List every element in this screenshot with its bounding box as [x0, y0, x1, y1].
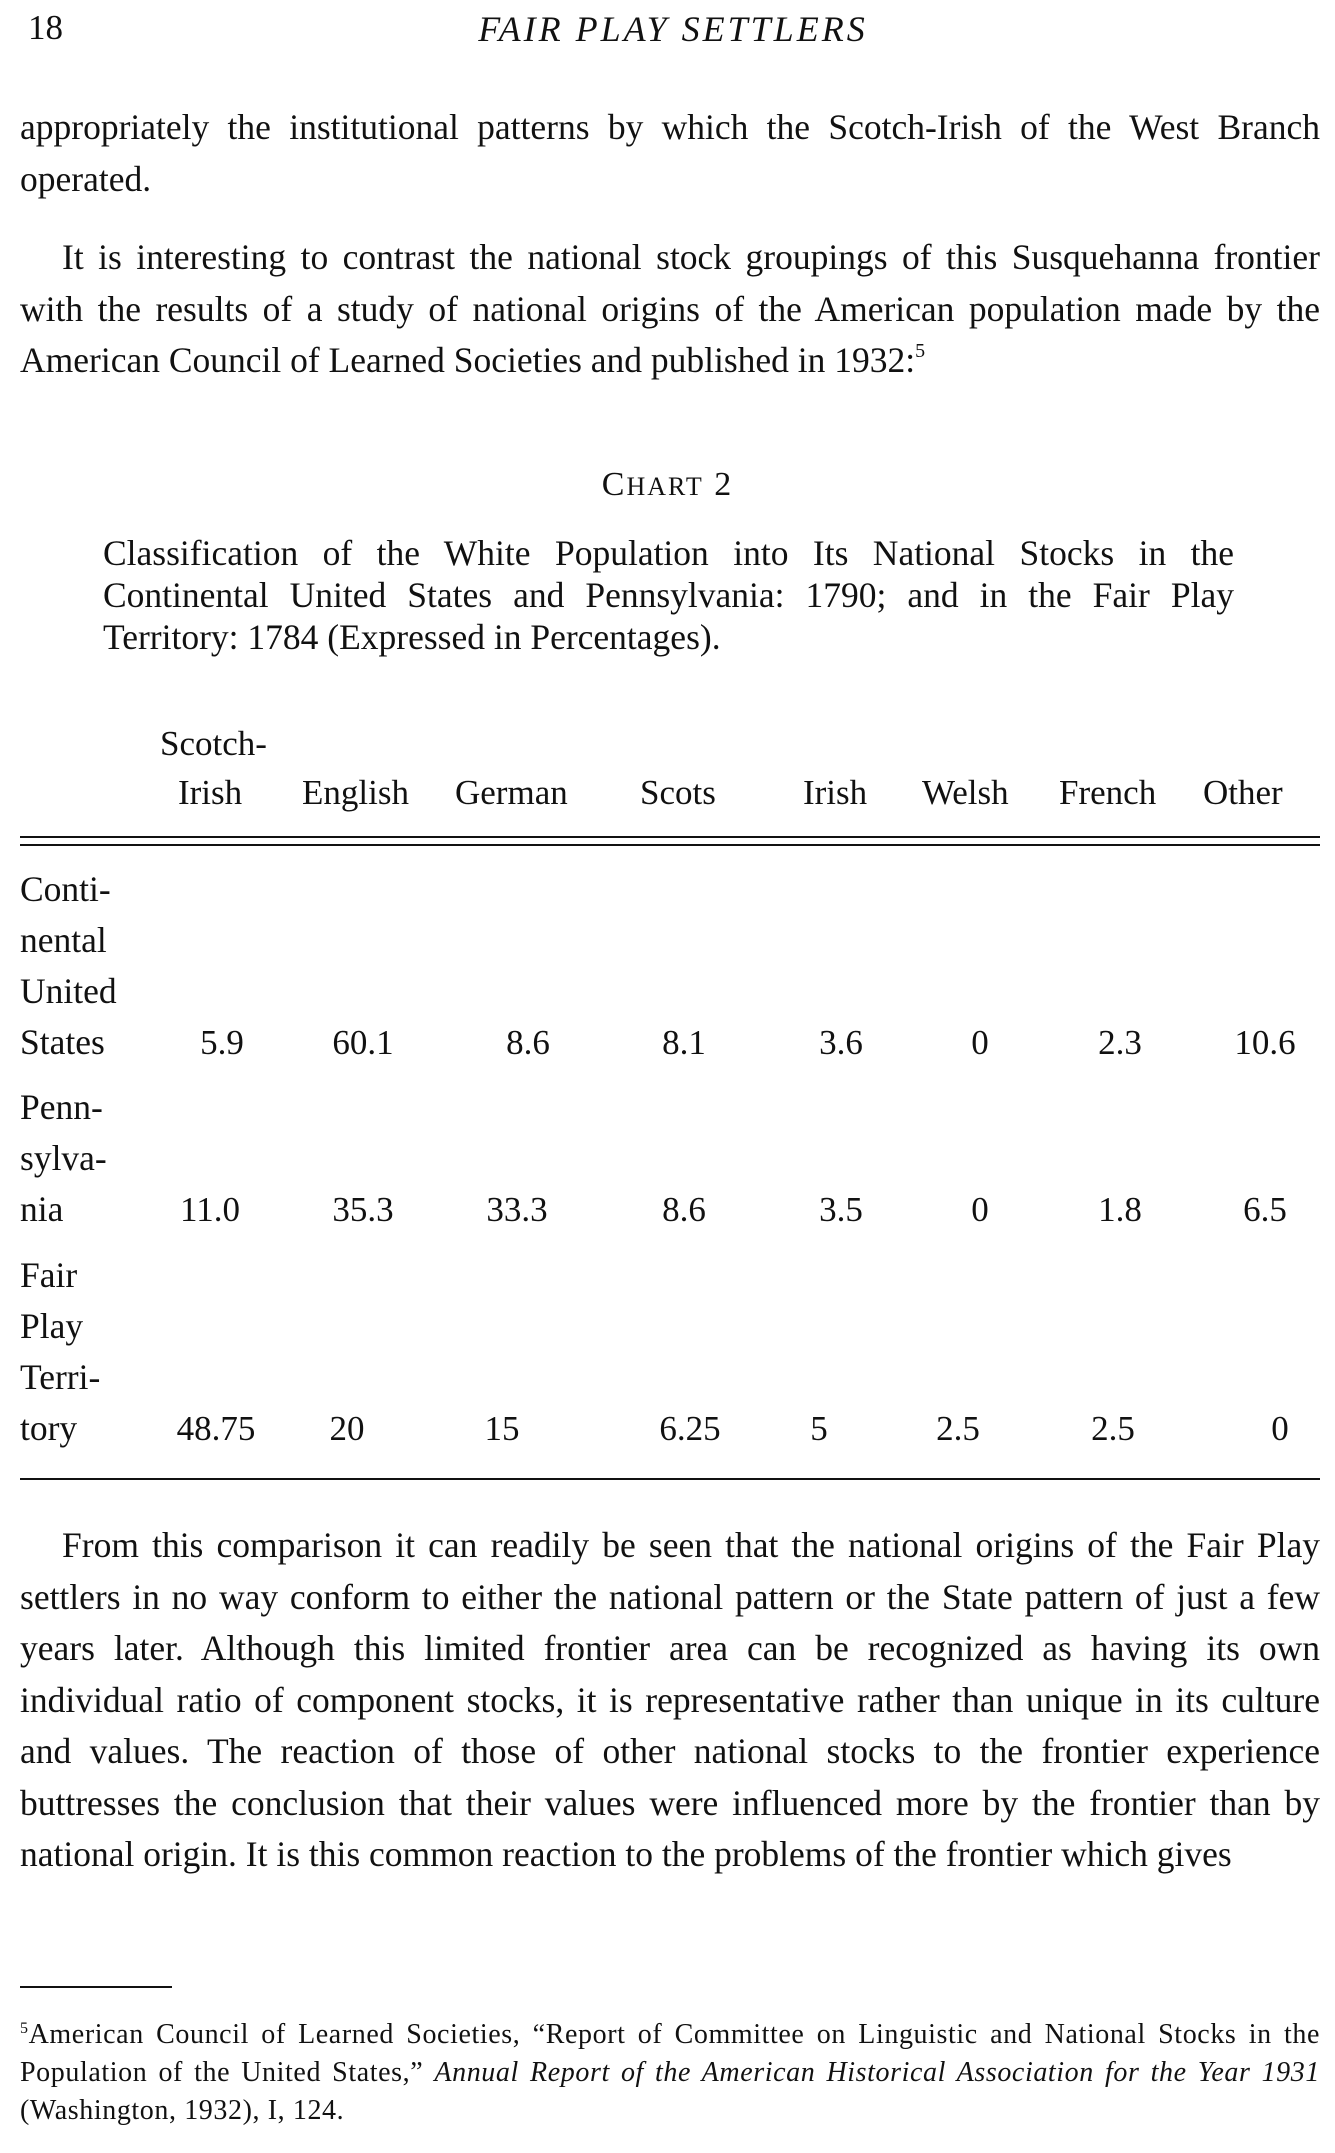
cell-pa-german: 33.3 — [486, 1190, 548, 1229]
cell-fp-french: 2.5 — [1091, 1409, 1135, 1448]
column-header-welsh: Welsh — [922, 773, 1009, 812]
table-top-rule-double — [20, 844, 1320, 846]
cell-pa-irish: 3.5 — [819, 1190, 863, 1229]
cell-pa-other: 6.5 — [1243, 1190, 1287, 1229]
footnote-reference: 5 — [915, 340, 926, 362]
row-label-line: tory — [20, 1408, 78, 1448]
cell-fp-other: 0 — [1271, 1409, 1289, 1448]
cell-pa-welsh: 0 — [971, 1190, 989, 1229]
cell-pa-scots: 8.6 — [662, 1190, 706, 1229]
footnote-text-start: American Council of Learned Societies, “Report of Committee on Linguistic and National Stocks in the Population of the United States,” — [20, 2019, 1320, 2088]
cell-us-english: 60.1 — [332, 1023, 394, 1062]
footnote-italic-title: Annual Report of the American Historical Association for the Year 1931 — [434, 2057, 1320, 2088]
row-label-line: United — [20, 971, 117, 1011]
chart-title-rest: HART — [626, 472, 704, 501]
column-header-scotch-line1: Scotch- — [160, 724, 267, 763]
cell-us-irish: 3.6 — [819, 1023, 863, 1062]
column-header-english: English — [302, 773, 409, 812]
cell-us-scots: 8.1 — [662, 1023, 706, 1062]
cell-fp-irish: 5 — [810, 1409, 828, 1448]
column-header-french: French — [1059, 773, 1157, 812]
row-label-line: Penn- — [20, 1087, 103, 1127]
footnote — [20, 2016, 1320, 2130]
row-label-line: Terri- — [20, 1357, 101, 1397]
chart-title-initial: C — [601, 466, 627, 503]
page-number: 18 — [28, 8, 63, 47]
paragraph-comparison — [20, 1520, 1320, 1881]
paragraph-contrast — [20, 232, 1320, 387]
cell-us-other: 10.6 — [1234, 1023, 1296, 1062]
table-top-rule — [20, 836, 1320, 838]
paragraph-comparison-text: From this comparison it can readily be seen that the national origins of the Fair Play settlers in no way conform to either the national pattern or the State pattern of just a few years later. Although this limited frontier area can be recognized as having its own individual ratio of component stocks, it is representative rather than unique in its culture and values. The reaction of those of other national stocks to the frontier experience buttresses the conclusion that their values were influenced more by the frontier than by national origin. It is this common reaction to the problems of the frontier which gives — [20, 1525, 1320, 1874]
column-header-other: Other — [1203, 773, 1283, 812]
column-header-scotch-line2: Irish — [178, 773, 243, 812]
footnote-rule — [20, 1986, 172, 1988]
running-head: FAIR PLAY SETTLERS — [478, 9, 868, 49]
row-label-pennsylvania — [20, 1082, 160, 1235]
row-label-line: nental — [20, 920, 107, 960]
cell-fp-german: 15 — [484, 1409, 520, 1448]
cell-us-french: 2.3 — [1098, 1023, 1142, 1062]
page-header — [28, 8, 1318, 58]
row-label-fair-play-territory — [20, 1250, 160, 1454]
chart-title-number: 2 — [714, 466, 734, 503]
footnote-marker: 5 — [20, 2020, 29, 2037]
chart-title — [0, 466, 1335, 504]
row-label-line: sylva- — [20, 1138, 107, 1178]
row-label-line: nia — [20, 1189, 64, 1229]
cell-pa-english: 35.3 — [332, 1190, 394, 1229]
cell-fp-scotch-irish: 48.75 — [176, 1409, 256, 1448]
cell-pa-french: 1.8 — [1098, 1190, 1142, 1229]
column-header-irish: Irish — [803, 773, 868, 812]
table-bottom-rule — [20, 1478, 1320, 1480]
row-label-line: Play — [20, 1306, 84, 1346]
paragraph-contrast-text: It is interesting to contrast the national stock groupings of this Susquehanna frontier with the results of a study of national origins of the American population made by the American Council of Learned Societies and published in 1932: — [20, 237, 1320, 380]
chart-caption: Classification of the White Population into Its National Stocks in the Continental United States and Pennsylvania: 1790; and in the Fair Play Territory: 1784 (Expressed in Percentages). — [103, 533, 1234, 657]
column-header-scots: Scots — [640, 773, 716, 812]
row-label-line: Fair — [20, 1255, 78, 1295]
cell-fp-english: 20 — [329, 1409, 365, 1448]
cell-us-scotch-irish: 5.9 — [200, 1023, 244, 1062]
row-label-line: States — [20, 1022, 105, 1062]
footnote-text-end: (Washington, 1932), I, 124. — [20, 2095, 345, 2126]
column-header-german: German — [455, 773, 568, 812]
cell-fp-scots: 6.25 — [659, 1409, 721, 1448]
row-label-line: Conti- — [20, 869, 111, 909]
row-label-continental-united-states — [20, 864, 160, 1068]
cell-fp-welsh: 2.5 — [936, 1409, 980, 1448]
paragraph-continuation: appropriately the institutional patterns by which the Scotch-Irish of the West Branch operated. — [20, 107, 1320, 199]
cell-pa-scotch-irish: 11.0 — [180, 1190, 240, 1229]
cell-us-german: 8.6 — [506, 1023, 550, 1062]
cell-us-welsh: 0 — [971, 1023, 989, 1062]
